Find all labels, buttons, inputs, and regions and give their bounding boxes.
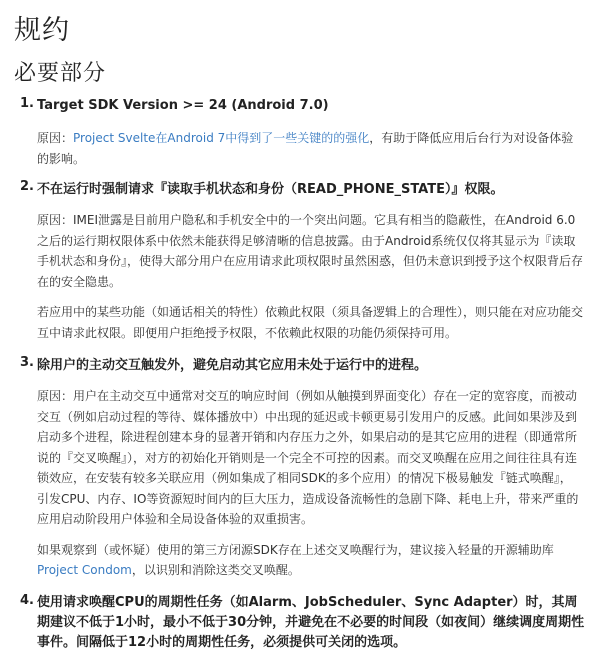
- paragraph-text: ，以识别和消除这类交叉唤醒。: [131, 563, 300, 577]
- item-heading: 不在运行时强制请求『读取手机状态和身份（READ_PHONE_STATE）』权限。: [37, 182, 504, 197]
- item-heading: 除用户的主动交互触发外，避免启动其它应用未处于运行中的进程。: [37, 358, 428, 373]
- project-svelte-link[interactable]: Project Svelte在Android 7中得到了一些关键的的强化: [73, 131, 370, 145]
- list-item: [0, 92, 600, 169]
- paragraph-text: ，有助于降低应用后台行为对设备体验的影响。: [37, 131, 574, 166]
- paragraph-text: 如果观察到（或怀疑）使用的第三方闭源SDK存在上述交叉唤醒行为，建议接入轻量的开源辅助库: [37, 542, 554, 557]
- item-paragraph: 原因：IMEI泄露是目前用户隐私和手机安全中的一个突出问题。它具有相当的隐蔽性，在Android 6.0之后的运行期权限体系中依然未能获得足够清晰的信息披露。由于Android系统仅仅将其显示为『读取手机状态和身份』，使得大部分用户在应用请求此项权限时虽然困惑，但仍未意识到授予这个权限背后存在的安全隐患。: [37, 213, 584, 289]
- item-number: 3.: [20, 355, 34, 370]
- item-heading: 使用请求唤醒CPU的周期性任务（如Alarm、JobScheduler、Sync Adapter）时，其周期建议不低于1小时，最小不低于30分钟，并避免在不必要的时间段（如夜间）继续调度周期性事件。间隔低于12小时的周期性任务，必须提供可关闭的选项。: [37, 594, 585, 650]
- item-number: 1.: [20, 96, 34, 111]
- item-paragraph: 若应用中的某些功能（如通话相关的特性）依赖此权限（须具备逻辑上的合理性），则只能在对应功能交互中请求此权限。即便用户拒绝授予权限，不依赖此权限的功能仍须保持可用。: [37, 305, 584, 340]
- item-number: 2.: [20, 179, 34, 194]
- item-paragraph: [37, 128, 583, 169]
- page-title: 规约: [14, 15, 70, 46]
- project-condom-link[interactable]: Project Condom: [37, 563, 132, 577]
- item-paragraph: 原因：用户在主动交互中通常对交互的响应时间（例如从触摸到界面变化）存在一定的宽容度，而被动交互（例如启动过程的等待、媒体播放中）中出现的延迟或卡顿更易引发用户的反感。此间如果涉及到启动多个进程，除进程创建本身的显著开销和内存压力之外，如果启动的是其它应用的进程（即通常所说的『交叉唤醒』），对方的初始化开销则是一个完全不可控的因素。而交叉唤醒在应用之间往往具有连锁效应，在安装有较多关联应用（例如集成了相同SDK的多个应用）的情况下极易触发『链式唤醒』，引发CPU、内存、IO等资源短时间内的巨大压力，造成设备流畅性的急剧下降、耗电上升，带来严重的应用启动阶段用户体验和全局设备体验的双重损害。: [37, 389, 579, 526]
- rules-list: [0, 92, 600, 653]
- item-heading: Target SDK Version >= 24 (Android 7.0): [37, 98, 329, 113]
- section-heading: 必要部分: [14, 61, 107, 86]
- list-item: [0, 179, 600, 343]
- paragraph-text: 原因：: [37, 131, 74, 145]
- item-number: 4.: [20, 592, 34, 608]
- list-item: [0, 355, 600, 581]
- list-item: [0, 593, 600, 653]
- item-paragraph: [37, 540, 583, 581]
